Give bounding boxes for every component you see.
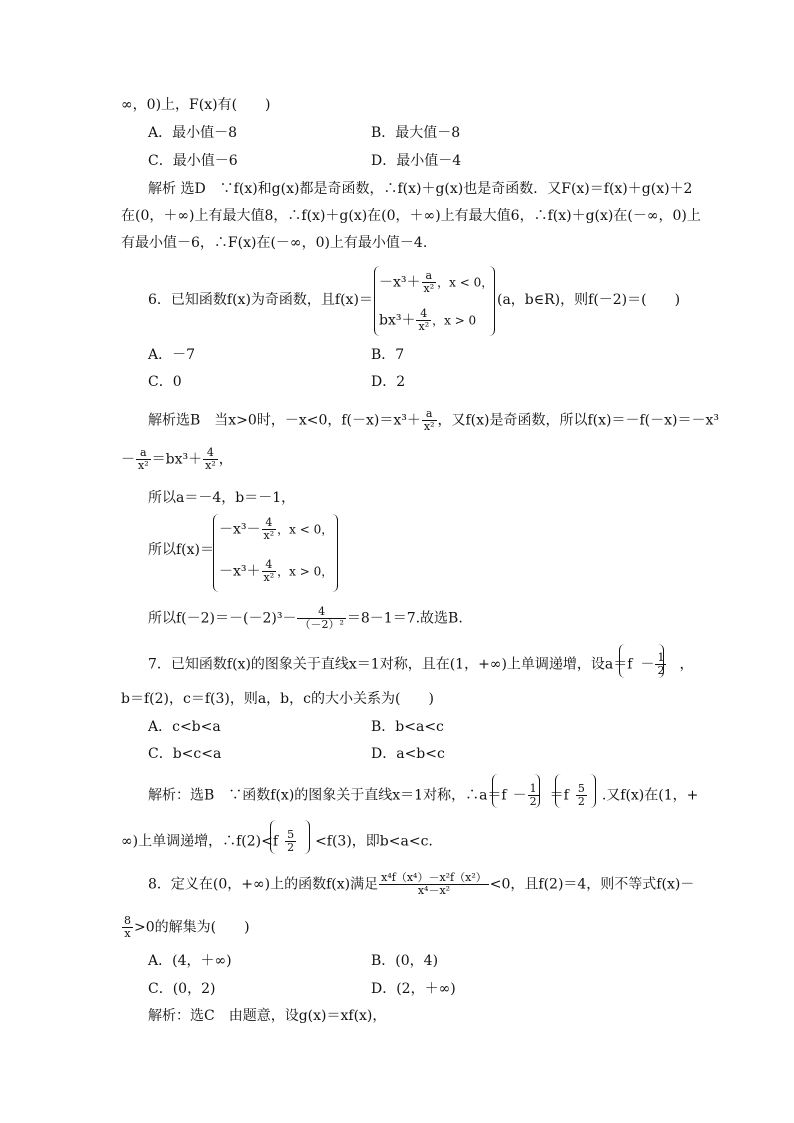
q6-a4-case1-expr: －x³－ xyxy=(219,521,261,538)
q6-case1-frac-den: x² xyxy=(423,282,435,295)
q5-stem-tail: ∞，0)上，F(x)有( ) xyxy=(121,97,271,113)
q5-option-b: B．最大值－8 xyxy=(371,125,461,141)
q6-case2-expr: bx³＋ xyxy=(379,312,416,329)
q7-analysis1-mid: ＝f xyxy=(549,787,569,804)
q6-analysis5-pre: 所以f(－2)＝－(－2)³－ xyxy=(148,610,297,627)
q6-analysis-case1 xyxy=(219,517,333,542)
q6-stem-pre: 6．已知函数f(x)为奇函数，且f(x)＝ xyxy=(148,292,373,308)
q6-analysis-line3: 所以a＝－4，b＝－1， xyxy=(148,490,296,506)
q6-case1-frac-num: a xyxy=(422,270,437,283)
q7-analysis-line2 xyxy=(121,829,433,854)
q6-option-d: D．2 xyxy=(371,374,406,390)
q6-analysis1-frac-den: x² xyxy=(423,420,435,433)
q6-a4-case1-num: 4 xyxy=(262,517,277,530)
q6-analysis2-frac1-num: a xyxy=(136,447,151,460)
q6-case2-frac-den: x² xyxy=(418,320,430,333)
q8-option-b: B．(0，4) xyxy=(371,953,439,969)
q7-stem1-frac-den: 2 xyxy=(657,664,665,677)
q7-analysis1-pre: 解析：选B ∵函数f(x)的图象关于直线x＝1对称，∴a＝f xyxy=(148,787,507,804)
q7-option-a: A．c<b<a xyxy=(148,719,221,735)
q7-stem1-pre: 7．已知函数f(x)的图象关于直线x＝1对称，且在(1，+∞)上单调递增，设a＝f xyxy=(148,656,633,673)
q7-option-c: C．b<c<a xyxy=(148,746,222,762)
q7-stem-line1 xyxy=(148,652,693,677)
q5-option-c: C．最小值－6 xyxy=(148,153,238,169)
q8-stem2-post: >0的解集为( ) xyxy=(134,919,250,936)
q6-case2-fraction xyxy=(416,308,431,333)
q6-option-c: C．0 xyxy=(148,374,182,390)
q7-analysis2-pre: ∞)上单调递增，∴f(2)<f xyxy=(121,833,279,850)
q7-stem-paren-left xyxy=(619,644,625,678)
q7-analysis1-post: .又f(x)在(1，+ xyxy=(601,787,699,804)
q5-option-a: A．最小值－8 xyxy=(148,125,238,141)
q7-analysis-paren1-right xyxy=(534,774,540,808)
q6-a4-case2-fraction xyxy=(262,559,277,584)
q6-analysis-line2 xyxy=(121,447,233,472)
q8-option-a: A．(4，＋∞) xyxy=(148,953,232,969)
q5-analysis-line3: 有最小值－6，∴F(x)在(－∞，0)上有最小值－4. xyxy=(121,235,428,251)
q6-case2-cond: ，x > 0 xyxy=(432,313,477,328)
q7-option-b: B．b<a<c xyxy=(371,719,444,735)
q6-analysis2-post: ， xyxy=(218,451,233,468)
q6-case1-cond: ，x < 0， xyxy=(437,275,494,290)
q8-stem1-frac-num: x⁴f（x⁴）－x²f（x²） xyxy=(381,871,487,884)
q6-case2 xyxy=(379,308,476,333)
q7-analysis-paren1-left xyxy=(492,774,498,808)
q6-analysis1-pre: 解析选B 当x>0时，－x<0，f(－x)＝x³＋ xyxy=(148,412,421,429)
q6-stem-post: (a，b∈R)，则f(－2)＝( ) xyxy=(497,292,681,308)
q7-analysis1-frac2-den: 2 xyxy=(577,795,585,808)
q6-case2-frac-num: 4 xyxy=(416,308,431,321)
q7-analysis1-sign: － xyxy=(512,787,527,804)
q6-case1-fraction xyxy=(422,270,437,295)
q6-a4-case2-cond: ，x > 0， xyxy=(277,564,334,579)
q6-analysis-line1 xyxy=(148,408,719,433)
q6-analysis2-frac2-num: 4 xyxy=(203,447,218,460)
q6-analysis2-fraction1 xyxy=(136,447,151,472)
q6-a4-case1-fraction xyxy=(262,517,277,542)
q8-stem1-post: <0，且f(2)＝4，则不等式f(x)－ xyxy=(489,876,695,893)
q8-stem2-frac-den: x xyxy=(124,927,131,940)
q8-stem2-frac-num: 8 xyxy=(124,914,131,927)
q7-stem1-frac-num: 1 xyxy=(657,651,665,664)
q6-analysis2-frac1-den: x² xyxy=(138,459,149,472)
q8-stem1-fraction xyxy=(379,872,489,897)
q7-stem1-sign: － xyxy=(640,656,655,673)
q7-stem-line2: b＝f(2)，c＝f(3)，则a，b，c的大小关系为( ) xyxy=(121,691,434,707)
q6-a4-case2-expr: －x³＋ xyxy=(219,563,261,580)
q7-analysis2-fraction xyxy=(285,829,296,854)
q8-stem1-pre: 8．定义在(0，+∞)上的函数f(x)满足 xyxy=(148,876,379,893)
q7-analysis2-paren-right xyxy=(304,820,310,854)
q7-stem-paren-right xyxy=(658,644,664,678)
q6-analysis2-pre: － xyxy=(121,451,135,468)
q7-analysis1-frac-num: 1 xyxy=(529,782,537,795)
q6-analysis1-frac-num: a xyxy=(422,408,437,421)
q8-option-c: C．(0，2) xyxy=(148,981,216,997)
q6-option-b: B．7 xyxy=(371,347,405,363)
q6-analysis2-fraction2 xyxy=(203,447,218,472)
q8-stem-line2 xyxy=(121,915,250,940)
q6-analysis5-num: 4 xyxy=(297,606,345,619)
q7-analysis2-paren-left xyxy=(270,820,276,854)
q7-analysis-paren2-left xyxy=(555,774,561,808)
q5-analysis-line1: 解析 选D ∵f(x)和g(x)都是奇函数，∴f(x)＋g(x)也是奇函数．又F(x)＝f(x)＋g(x)＋2 xyxy=(148,181,693,197)
q7-analysis1-frac2-num: 5 xyxy=(577,782,585,795)
q5-analysis-line2: 在(0，＋∞)上有最大值8，∴f(x)＋g(x)在(0，＋∞)上有最大值6，∴f(x)＋g(x)在(－∞，0)上 xyxy=(121,208,701,224)
q7-analysis2-post: <f(3)，即b<a<c. xyxy=(315,833,433,850)
q6-case1-expr: －x³＋ xyxy=(379,274,421,291)
q6-analysis5-fraction xyxy=(297,606,345,631)
q8-analysis-line1: 解析：选C 由题意，设g(x)＝xf(x)， xyxy=(148,1008,387,1024)
q6-a4-case2-num: 4 xyxy=(262,559,277,572)
q7-analysis2-frac-den: 2 xyxy=(287,841,295,854)
q7-analysis2-frac-num: 5 xyxy=(287,828,295,841)
q6-a4-case1-cond: ，x < 0， xyxy=(277,522,334,537)
q8-stem1-frac-den: x⁴－x² xyxy=(417,884,451,897)
q7-analysis-paren2-right xyxy=(590,774,596,808)
q6-analysis2-mid: ＝bx³＋ xyxy=(151,451,203,468)
q6-analysis4-pre: 所以f(x)＝ xyxy=(148,542,215,558)
q5-option-d: D．最小值－4 xyxy=(371,153,462,169)
q6-analysis2-frac2-den: x² xyxy=(205,459,216,472)
q7-option-d: D．a<b<c xyxy=(371,746,445,762)
q6-analysis1-post: ，又f(x)是奇函数，所以f(x)＝－f(－x)＝－x³ xyxy=(437,412,720,429)
q7-analysis-line1 xyxy=(148,783,698,808)
q8-option-d: D．(2，＋∞) xyxy=(371,981,456,997)
q6-a4-case1-den: x² xyxy=(263,529,275,542)
q6-analysis-line5 xyxy=(148,606,463,631)
q6-piecewise-right-bar xyxy=(488,266,495,336)
q6-option-a: A．－7 xyxy=(148,347,196,363)
q7-analysis1-fraction2 xyxy=(576,783,587,808)
q6-analysis5-den: （－2）² xyxy=(299,618,344,631)
q8-stem-line1 xyxy=(148,872,694,897)
q8-stem2-fraction xyxy=(122,915,133,940)
q6-analysis-piecewise-right-bar xyxy=(331,514,338,592)
q6-case1 xyxy=(379,270,493,295)
q7-stem1-post: ， xyxy=(679,656,694,673)
q7-analysis1-frac-den: 2 xyxy=(529,795,537,808)
q6-analysis-case2 xyxy=(219,559,333,584)
q6-a4-case2-den: x² xyxy=(263,571,275,584)
q6-analysis1-fraction xyxy=(422,408,437,433)
q6-analysis5-post: ＝8－1＝7.故选B. xyxy=(346,610,463,627)
